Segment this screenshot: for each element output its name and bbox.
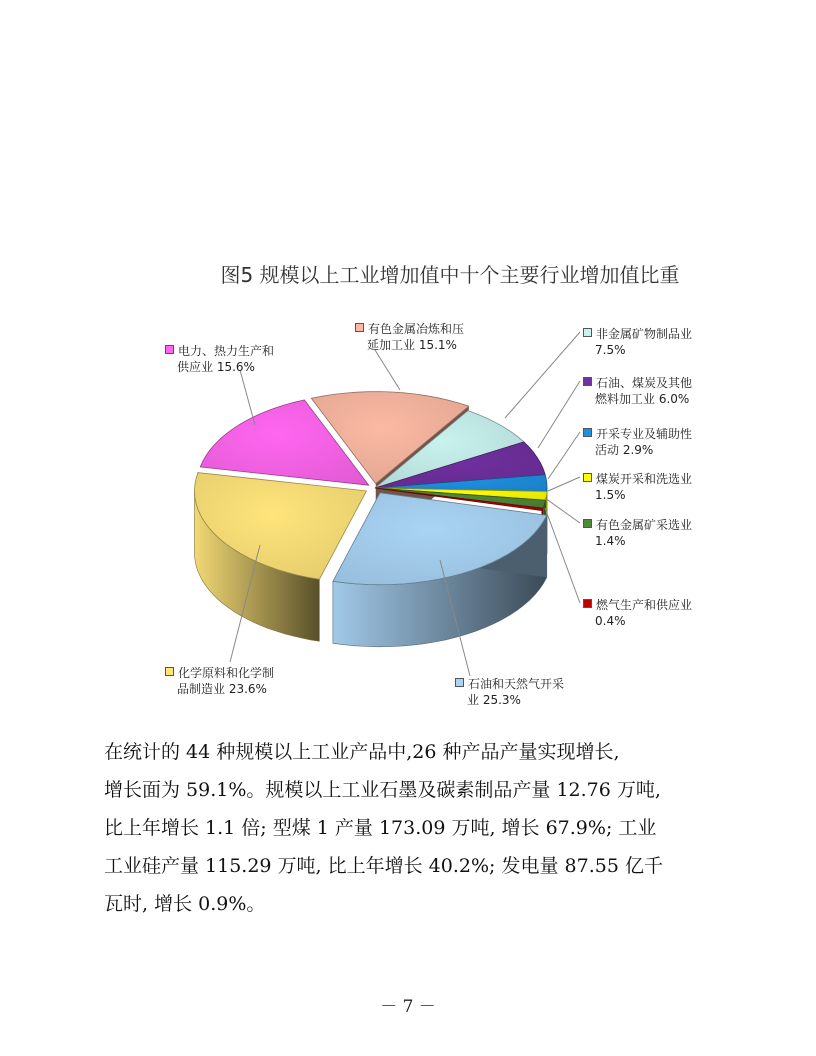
slice-label-line — [583, 375, 692, 391]
slice-label-text: 有色金属冶炼和压 — [368, 322, 465, 336]
legend-swatch — [583, 473, 592, 482]
slice-label-text: 1.4% — [595, 534, 626, 548]
slice-label-text: 电力、热力生产和 — [178, 344, 275, 358]
slice-label-text: 有色金属矿采选业 — [596, 518, 693, 532]
slice-label-line — [455, 676, 564, 692]
slice-label-text: 业 25.3% — [467, 693, 521, 707]
paragraph-line: 瓦时, 增长 0.9%。 — [104, 893, 266, 915]
slice-label-text: 石油、煤炭及其他 — [596, 376, 693, 390]
slice-label-line — [455, 692, 564, 708]
leader-line — [548, 477, 580, 491]
leader-line — [505, 332, 580, 418]
slice-label-line — [583, 613, 692, 629]
slice-label-text: 煤炭开采和洗选业 — [596, 472, 693, 486]
legend-swatch — [165, 667, 174, 676]
slice-label-text: 7.5% — [595, 343, 626, 357]
slice-label-line — [165, 665, 274, 681]
slice-label-line — [583, 533, 692, 549]
slice-label-line — [165, 343, 274, 359]
legend-swatch — [455, 678, 464, 687]
slice-label-line — [583, 342, 692, 358]
slice-label-text: 活动 2.9% — [595, 443, 654, 457]
slice-label-line — [165, 681, 274, 697]
slice-label — [165, 343, 274, 375]
leader-line — [548, 432, 580, 479]
slice-label — [583, 426, 692, 458]
slice-label-line — [583, 471, 692, 487]
slice-label-text: 燃料加工业 6.0% — [595, 392, 690, 406]
slice-label — [583, 517, 692, 549]
slice-label — [455, 676, 564, 708]
slice-label-text: 供应业 15.6% — [177, 360, 255, 374]
slice-label — [583, 597, 692, 629]
slice-label-line — [583, 597, 692, 613]
slice-label-text: 延加工业 15.1% — [367, 338, 457, 352]
body-paragraph — [104, 733, 724, 923]
slice-label-text: 非金属矿物制品业 — [596, 327, 693, 341]
slice-label-line — [583, 442, 692, 458]
slice-label-text: 开采专业及辅助性 — [596, 427, 693, 441]
slice-label-text: 1.5% — [595, 488, 626, 502]
slice-label-line — [583, 326, 692, 342]
legend-swatch — [583, 428, 592, 437]
paragraph-line: 增长面为 59.1%。规模以上工业石墨及碳素制品产量 12.76 万吨, — [104, 779, 661, 801]
slice-label — [583, 471, 692, 503]
slice-label-line — [583, 391, 692, 407]
leader-line — [545, 508, 580, 603]
slice-label-line — [583, 426, 692, 442]
page-number: － 7 － — [380, 997, 436, 1017]
slice-label-line — [583, 517, 692, 533]
slice-label-text: 石油和天然气开采 — [468, 677, 565, 691]
legend-swatch — [583, 377, 592, 386]
slice-label — [355, 321, 464, 353]
leader-line — [545, 498, 580, 523]
figure-title: 图5 规模以上工业增加值中十个主要行业增加值比重 — [220, 263, 680, 287]
slice-label-line — [355, 321, 464, 337]
slice-label — [583, 375, 692, 407]
slice-label — [583, 326, 692, 358]
paragraph-line: 在统计的 44 种规模以上工业产品中,26 种产品产量实现增长, — [104, 741, 620, 763]
slice-label-text: 化学原料和化学制 — [178, 666, 275, 680]
leader-line — [240, 370, 255, 425]
legend-swatch — [165, 345, 174, 354]
slice-label-text: 燃气生产和供应业 — [596, 598, 693, 612]
slice-label-line — [355, 337, 464, 353]
leader-line — [538, 381, 580, 448]
legend-swatch — [583, 519, 592, 528]
slice-label-line — [165, 359, 274, 375]
slice-label-line — [583, 487, 692, 503]
legend-swatch — [583, 599, 592, 608]
slice-label-text: 品制造业 23.6% — [177, 682, 267, 696]
legend-swatch — [355, 323, 364, 332]
slice-label — [165, 665, 274, 697]
slice-label-text: 0.4% — [595, 614, 626, 628]
paragraph-line: 比上年增长 1.1 倍; 型煤 1 产量 173.09 万吨, 增长 67.9%; 工业 — [104, 817, 657, 839]
paragraph-line: 工业硅产量 115.29 万吨, 比上年增长 40.2%; 发电量 87.55 亿千 — [104, 855, 663, 877]
leader-line — [375, 350, 400, 390]
legend-swatch — [583, 328, 592, 337]
